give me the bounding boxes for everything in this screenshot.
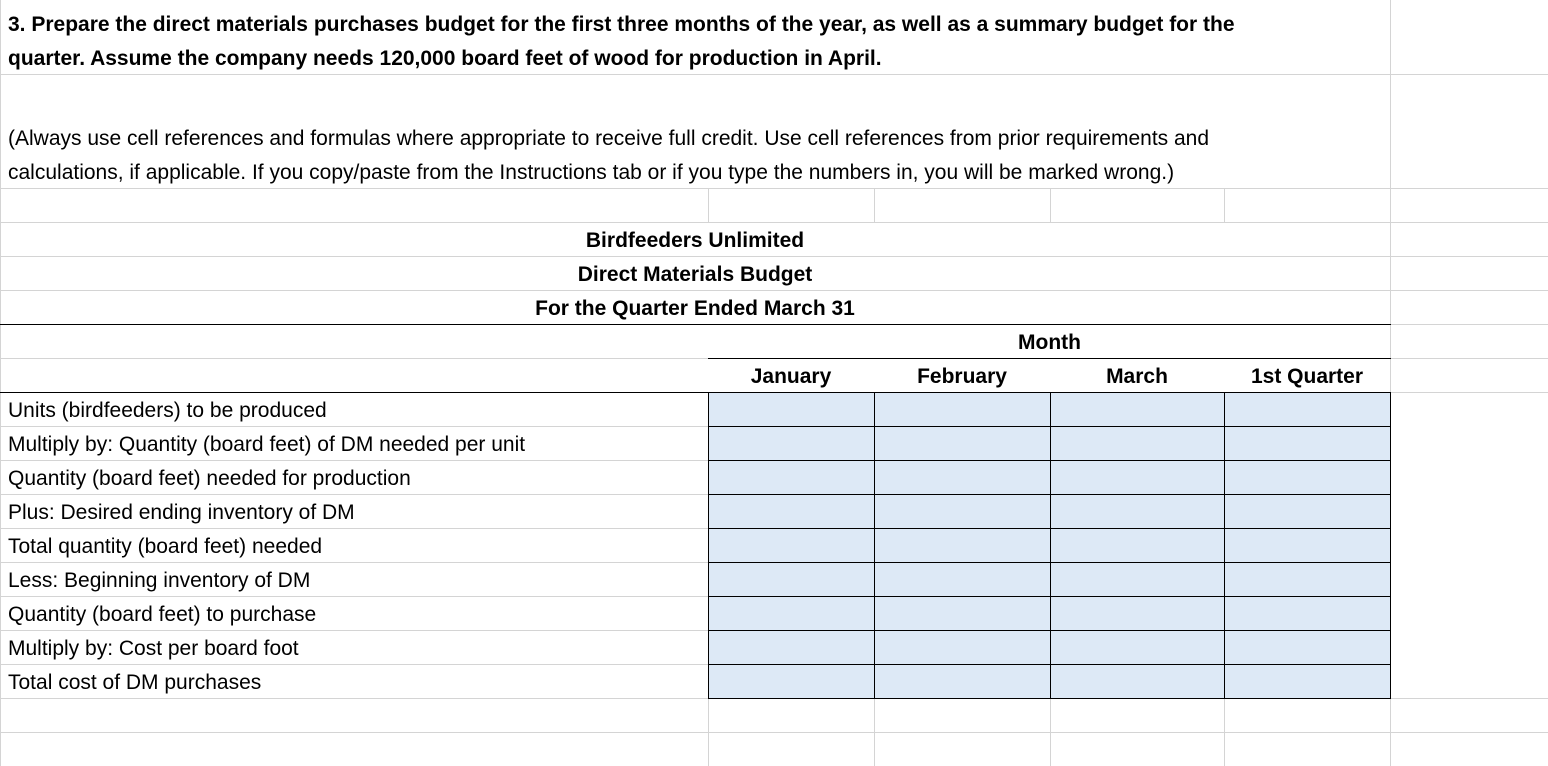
input-cell-row5-february[interactable] [875, 529, 1051, 563]
input-cell-row2-1st-quarter[interactable] [1225, 427, 1391, 461]
input-cell-row1-1st-quarter[interactable] [1225, 393, 1391, 427]
input-cell-row5-march[interactable] [1051, 529, 1225, 563]
input-cell-row8-1st-quarter[interactable] [1225, 631, 1391, 665]
column-header-march: March [1106, 365, 1168, 388]
input-cell-row1-march[interactable] [1051, 393, 1225, 427]
input-cell-row9-1st-quarter[interactable] [1225, 665, 1391, 699]
column-header-1st-quarter: 1st Quarter [1250, 365, 1364, 388]
budget-period: For the Quarter Ended March 31 [535, 297, 855, 320]
input-cell-row6-february[interactable] [875, 563, 1051, 597]
input-cell-row4-february[interactable] [875, 495, 1051, 529]
column-header-january: January [750, 365, 832, 388]
row-label-cost-per-board-foot: Multiply by: Cost per board foot [8, 637, 299, 660]
row-label-total-quantity-needed: Total quantity (board feet) needed [8, 535, 323, 558]
input-cell-row1-february[interactable] [875, 393, 1051, 427]
input-cell-row9-february[interactable] [875, 665, 1051, 699]
input-cell-row5-january[interactable] [709, 529, 875, 563]
input-cell-row3-1st-quarter[interactable] [1225, 461, 1391, 495]
input-cell-row8-february[interactable] [875, 631, 1051, 665]
input-cell-row3-february[interactable] [875, 461, 1051, 495]
row-label-quantity-to-purchase: Quantity (board feet) to purchase [8, 603, 317, 626]
input-cell-row4-january[interactable] [709, 495, 875, 529]
input-cell-row9-march[interactable] [1051, 665, 1225, 699]
input-cell-row9-january[interactable] [709, 665, 875, 699]
note-line-2: calculations, if applicable. If you copy/paste from the Instructions tab or if you type the numbers in, you will be marked wrong.) [8, 161, 1175, 184]
row-label-beginning-inventory: Less: Beginning inventory of DM [8, 569, 311, 592]
company-name: Birdfeeders Unlimited [585, 229, 805, 252]
input-cell-row8-january[interactable] [709, 631, 875, 665]
input-cell-row7-january[interactable] [709, 597, 875, 631]
note-line-1: (Always use cell references and formulas where appropriate to receive full credit. Use cell references from prior requirements and [8, 127, 1210, 150]
input-cell-row2-january[interactable] [709, 427, 875, 461]
instruction-line-2: quarter. Assume the company needs 120,000 board feet of wood for production in April. [8, 47, 882, 70]
row-label-units-produced: Units (birdfeeders) to be produced [8, 399, 327, 422]
column-header-february: February [917, 365, 1007, 388]
input-cell-row5-1st-quarter[interactable] [1225, 529, 1391, 563]
instruction-line-1: 3. Prepare the direct materials purchases budget for the first three months of the year, as well as a summary budget for the [8, 13, 1235, 36]
input-cell-row6-march[interactable] [1051, 563, 1225, 597]
input-cell-row3-march[interactable] [1051, 461, 1225, 495]
input-cell-row4-1st-quarter[interactable] [1225, 495, 1391, 529]
input-cell-row6-january[interactable] [709, 563, 875, 597]
input-cell-row7-february[interactable] [875, 597, 1051, 631]
input-cell-row7-1st-quarter[interactable] [1225, 597, 1391, 631]
row-label-desired-ending-inventory: Plus: Desired ending inventory of DM [8, 501, 355, 524]
input-cell-row8-march[interactable] [1051, 631, 1225, 665]
input-cell-row6-1st-quarter[interactable] [1225, 563, 1391, 597]
input-cell-row2-march[interactable] [1051, 427, 1225, 461]
input-cell-row7-march[interactable] [1051, 597, 1225, 631]
budget-title: Direct Materials Budget [577, 263, 813, 286]
input-cell-row1-january[interactable] [709, 393, 875, 427]
row-label-dm-per-unit: Multiply by: Quantity (board feet) of DM needed per unit [8, 433, 526, 456]
row-label-total-cost-dm-purchases: Total cost of DM purchases [8, 671, 262, 694]
input-cell-row4-march[interactable] [1051, 495, 1225, 529]
month-header: Month [1018, 331, 1081, 354]
input-cell-row2-february[interactable] [875, 427, 1051, 461]
input-cell-row3-january[interactable] [709, 461, 875, 495]
row-label-quantity-needed-production: Quantity (board feet) needed for production [8, 467, 411, 490]
